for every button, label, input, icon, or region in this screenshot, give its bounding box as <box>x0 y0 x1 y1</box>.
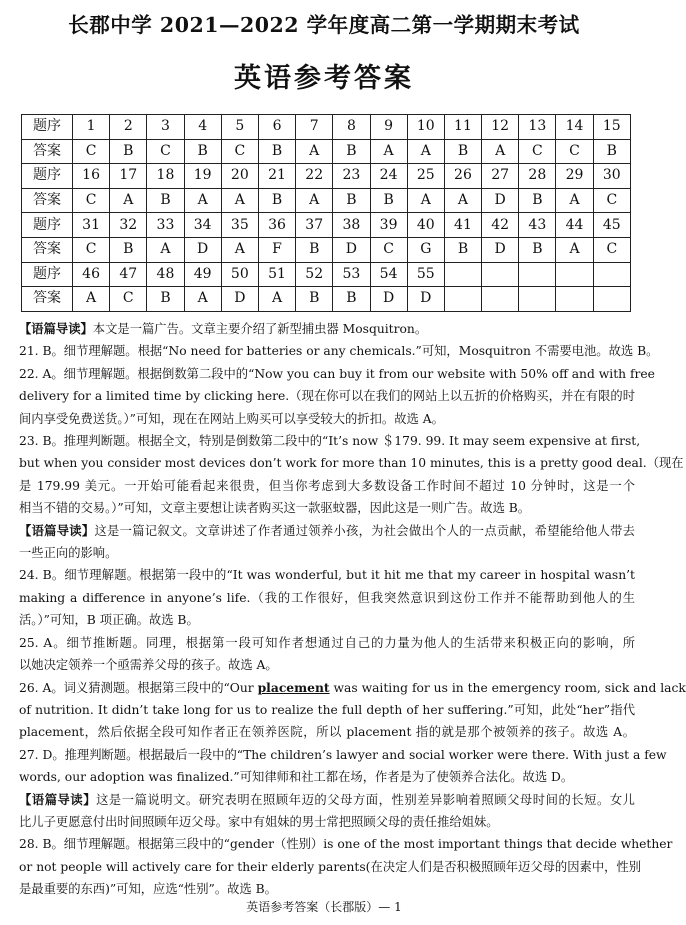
question-number-cell: 2 <box>110 115 147 140</box>
line-text: 25. A。细节推断题。同理，根据第一段可知作者想通过自己的力量为他人的生活带来积极正向的影响，所 <box>19 635 635 650</box>
line-text: 23. B。推理判断题。根据全文，特别是倒数第二段中的“It’s now ＄179. 99. It may seem expensive at first, <box>19 434 641 449</box>
text-line <box>19 856 642 878</box>
answer-cell: D <box>333 237 370 262</box>
line-text: 相当不错的交易。）”可知，文章主要想让读者购买这一款驱蚊器，因此这是一则广告。故选 B。 <box>19 501 531 516</box>
answer-cell: F <box>258 237 295 262</box>
answer-cell: D <box>184 237 221 262</box>
question-number-cell: 47 <box>110 262 147 287</box>
line-text: 27. D。推理判断题。根据最后一段中的“The children’s lawyer and social worker were there. With just a few <box>19 747 667 762</box>
guide-label: 【语篇导读】 <box>19 321 93 336</box>
question-number-cell <box>556 262 593 287</box>
question-number-cell: 23 <box>333 164 370 189</box>
question-number-cell: 48 <box>147 262 184 287</box>
row-label-number: 题序 <box>22 262 73 287</box>
question-number-cell: 44 <box>556 213 593 238</box>
answer-cell: C <box>593 237 630 262</box>
question-number-cell: 13 <box>519 115 556 140</box>
line-text: 比儿子更愿意付出时间照顾年迈父母。家中有姐妹的男士常把照顾父母的责任推给姐妹。 <box>19 814 499 829</box>
text-line <box>19 340 659 362</box>
question-number-cell: 37 <box>296 213 333 238</box>
answer-cell: B <box>296 287 333 312</box>
answer-cell: A <box>296 188 333 213</box>
question-number-cell: 21 <box>258 164 295 189</box>
text-line <box>19 833 673 855</box>
answer-cell: C <box>73 139 110 164</box>
question-number-cell: 51 <box>258 262 295 287</box>
answer-cell: A <box>407 188 444 213</box>
question-number-cell: 20 <box>221 164 258 189</box>
answer-cell <box>482 287 519 312</box>
question-number-row <box>22 115 631 140</box>
answer-cell: C <box>519 139 556 164</box>
question-number-row <box>22 164 631 189</box>
line-text: of nutrition. It didn’t take long for us to realize the full depth of her suffering.”可知，此处“her”指代 <box>19 702 635 717</box>
question-number-cell: 19 <box>184 164 221 189</box>
text-line <box>19 542 635 564</box>
text-line <box>19 520 635 542</box>
question-number-row <box>22 262 631 287</box>
answer-cell: A <box>444 188 481 213</box>
text-line <box>19 385 635 407</box>
answer-row <box>22 237 631 262</box>
line-text: words, our adoption was finalized.”可知律师和社工都在场，作者是为了使领养合法化。故选 D。 <box>19 770 574 785</box>
question-number-cell: 1 <box>73 115 110 140</box>
line-text: 以她决定领养一个亟需养父母的孩子。故选 A。 <box>19 658 278 673</box>
row-label-answer: 答案 <box>22 139 73 164</box>
line-text: 本文是一篇广告。文章主要介绍了新型捕虫器 Mosquitron。 <box>92 322 428 336</box>
answer-cell: A <box>73 287 110 312</box>
answer-cell: A <box>370 139 407 164</box>
answer-cell: B <box>593 139 630 164</box>
text-line <box>19 363 655 385</box>
answer-cell: C <box>73 237 110 262</box>
question-number-cell: 18 <box>147 164 184 189</box>
line-text: making a difference in anyone’s life.（我的工作很好，但我突然意识到这份工作并不能帮助到他人的生 <box>19 590 635 605</box>
question-number-cell: 7 <box>296 115 333 140</box>
question-number-cell: 28 <box>519 164 556 189</box>
question-number-cell: 41 <box>444 213 481 238</box>
answer-cell: D <box>407 287 444 312</box>
answer-cell: C <box>370 237 407 262</box>
answer-cell: C <box>110 287 147 312</box>
text-line <box>19 789 635 811</box>
answer-row <box>22 287 631 312</box>
question-number-cell: 15 <box>593 115 630 140</box>
answer-cell: A <box>556 237 593 262</box>
line-text: 26. A。词义猜测题。根据第三段中的“Our <box>19 680 258 695</box>
line-text: 间内享受免费送货。）”可知，现在在网站上购买可以享受较大的折扣。故选 A。 <box>19 411 444 426</box>
text-line <box>19 699 635 721</box>
answer-cell: B <box>444 237 481 262</box>
text-line <box>19 744 667 766</box>
answer-cell: D <box>482 188 519 213</box>
text-line <box>19 811 635 833</box>
line-text: 这是一篇记叙文。文章讲述了作者通过领养小孩，为社会做出个人的一点贡献，希望能给他人带去 <box>94 523 635 538</box>
answer-cell: A <box>221 237 258 262</box>
answer-cell: C <box>556 139 593 164</box>
answer-cell: B <box>333 287 370 312</box>
answer-cell: B <box>444 139 481 164</box>
line-text: 这是一篇说明文。研究表明在照顾年迈的父母方面，性别差异影响着照顾父母时间的长短。女儿 <box>96 792 635 807</box>
question-number-cell: 10 <box>407 115 444 140</box>
answer-cell <box>593 287 630 312</box>
answer-cell: A <box>482 139 519 164</box>
question-number-cell: 11 <box>444 115 481 140</box>
question-number-cell: 50 <box>221 262 258 287</box>
question-number-cell: 52 <box>296 262 333 287</box>
line-text: 是最重要的东西)”可知，应选“性别”。故选 B。 <box>19 882 277 897</box>
question-number-cell: 30 <box>593 164 630 189</box>
question-number-cell: 25 <box>407 164 444 189</box>
question-number-cell: 29 <box>556 164 593 189</box>
line-text: 一些正向的影响。 <box>19 546 118 561</box>
answer-cell: G <box>407 237 444 262</box>
line-text: placement，然后依据全段可知作者正在领养医院，所以 placement 指的就是那个被领养的孩子。故选 A。 <box>19 725 635 740</box>
answer-cell: A <box>184 188 221 213</box>
answer-cell: A <box>407 139 444 164</box>
answer-cell: A <box>147 237 184 262</box>
question-number-cell: 27 <box>482 164 519 189</box>
question-number-cell: 46 <box>73 262 110 287</box>
answer-cell: B <box>110 139 147 164</box>
question-number-cell: 34 <box>184 213 221 238</box>
question-number-cell: 32 <box>110 213 147 238</box>
line-text: but when you consider most devices don’t work for more than 10 minutes, this is a pretty good deal.（现在 <box>19 456 684 471</box>
answer-table <box>21 114 631 312</box>
question-number-cell: 22 <box>296 164 333 189</box>
question-number-cell: 38 <box>333 213 370 238</box>
question-number-cell: 24 <box>370 164 407 189</box>
answer-cell: B <box>147 188 184 213</box>
question-number-cell: 49 <box>184 262 221 287</box>
question-number-cell: 9 <box>370 115 407 140</box>
question-number-cell <box>593 262 630 287</box>
answer-cell: B <box>333 188 370 213</box>
row-label-number: 题序 <box>22 213 73 238</box>
answer-cell: C <box>221 139 258 164</box>
answer-cell: B <box>370 188 407 213</box>
question-number-cell <box>519 262 556 287</box>
question-number-cell: 36 <box>258 213 295 238</box>
question-number-cell: 45 <box>593 213 630 238</box>
answer-cell: A <box>184 287 221 312</box>
question-number-cell: 53 <box>333 262 370 287</box>
question-number-cell <box>482 262 519 287</box>
answer-cell: A <box>556 188 593 213</box>
row-label-answer: 答案 <box>22 237 73 262</box>
line-text: 活。）”可知，B 项正确。故选 B。 <box>19 613 199 628</box>
question-number-cell: 17 <box>110 164 147 189</box>
answer-cell: A <box>110 188 147 213</box>
row-label-number: 题序 <box>22 115 73 140</box>
page-footer: 英语参考答案（长郡版）— 1 <box>246 900 402 914</box>
line-text: was waiting for us in the emergency room, sick and lack <box>329 680 686 695</box>
guide-label: 【语篇导读】 <box>19 522 95 538</box>
answer-cell: B <box>296 237 333 262</box>
answer-cell: A <box>221 188 258 213</box>
question-number-cell: 5 <box>221 115 258 140</box>
answer-cell: B <box>519 188 556 213</box>
answer-cell: A <box>258 287 295 312</box>
answer-cell: C <box>73 188 110 213</box>
answer-cell <box>444 287 481 312</box>
answer-cell: D <box>370 287 407 312</box>
answer-cell: B <box>147 287 184 312</box>
text-line <box>19 587 635 609</box>
answer-cell: B <box>110 237 147 262</box>
explanations <box>19 318 686 901</box>
line-text: 24. B。细节理解题。根据第一段中的“It was wonderful, but it hit me that my career in hospital wasn’t <box>19 568 635 583</box>
line-text: or not people will actively care for their elderly parents(在决定人们是否积极照顾年迈父母的因素中，性别 <box>19 859 642 874</box>
question-number-cell: 33 <box>147 213 184 238</box>
text-line <box>19 408 635 430</box>
question-number-cell: 6 <box>258 115 295 140</box>
answer-cell <box>519 287 556 312</box>
answer-cell <box>556 287 593 312</box>
answer-cell: A <box>296 139 333 164</box>
question-number-row <box>22 213 631 238</box>
underlined-word: placement <box>257 679 330 695</box>
question-number-cell <box>444 262 481 287</box>
question-number-cell: 35 <box>221 213 258 238</box>
answer-cell: B <box>258 139 295 164</box>
question-number-cell: 54 <box>370 262 407 287</box>
question-number-cell: 4 <box>184 115 221 140</box>
line-text: 是 179.99 美元。一开始可能看起来很贵，但当你考虑到大多数设备工作时间不超过 10 分钟时，这是一个 <box>19 478 635 493</box>
answer-row <box>22 188 631 213</box>
question-number-cell: 40 <box>407 213 444 238</box>
text-line <box>19 632 635 654</box>
answer-cell: C <box>593 188 630 213</box>
question-number-cell: 55 <box>407 262 444 287</box>
question-number-cell: 43 <box>519 213 556 238</box>
line-text: 21. B。细节理解题。根据“No need for batteries or any chemicals.”可知，Mosquitron 不需要电池。故选 B。 <box>19 344 659 359</box>
text-line <box>19 609 635 631</box>
page-subtitle: 英语参考答案 <box>234 63 414 94</box>
row-label-answer: 答案 <box>22 287 73 312</box>
question-number-cell: 42 <box>482 213 519 238</box>
answer-row <box>22 139 631 164</box>
question-number-cell: 8 <box>333 115 370 140</box>
question-number-cell: 16 <box>73 164 110 189</box>
text-line <box>19 721 635 743</box>
text-line <box>19 677 686 699</box>
answer-cell: B <box>184 139 221 164</box>
text-line <box>19 452 684 474</box>
text-line <box>19 318 635 340</box>
guide-label: 【语篇导读】 <box>19 791 97 807</box>
question-number-cell: 12 <box>482 115 519 140</box>
text-line <box>19 497 635 519</box>
text-line <box>19 430 641 452</box>
answer-cell: B <box>258 188 295 213</box>
page-title: 长郡中学 2021—2022 学年度高二第一学期期末考试 <box>68 13 580 37</box>
line-text: delivery for a limited time by clicking here.（现在你可以在我们的网站上以五折的价格购买，并在有限的时 <box>19 389 635 404</box>
answer-cell: C <box>147 139 184 164</box>
text-line <box>19 475 635 497</box>
question-number-cell: 3 <box>147 115 184 140</box>
answer-cell: D <box>221 287 258 312</box>
answer-cell: B <box>519 237 556 262</box>
answer-cell: B <box>333 139 370 164</box>
text-line <box>19 654 635 676</box>
question-number-cell: 31 <box>73 213 110 238</box>
answer-cell: D <box>482 237 519 262</box>
text-line <box>19 564 635 586</box>
line-text: 28. B。细节理解题。根据第三段中的“gender（性别）is one of the most important things that decide whether <box>19 837 673 852</box>
question-number-cell: 39 <box>370 213 407 238</box>
question-number-cell: 26 <box>444 164 481 189</box>
text-line <box>19 766 635 788</box>
line-text: 22. A。细节理解题。根据倒数第二段中的“Now you can buy it from our website with 50% off and with free <box>19 366 655 381</box>
row-label-answer: 答案 <box>22 188 73 213</box>
question-number-cell: 14 <box>556 115 593 140</box>
row-label-number: 题序 <box>22 164 73 189</box>
